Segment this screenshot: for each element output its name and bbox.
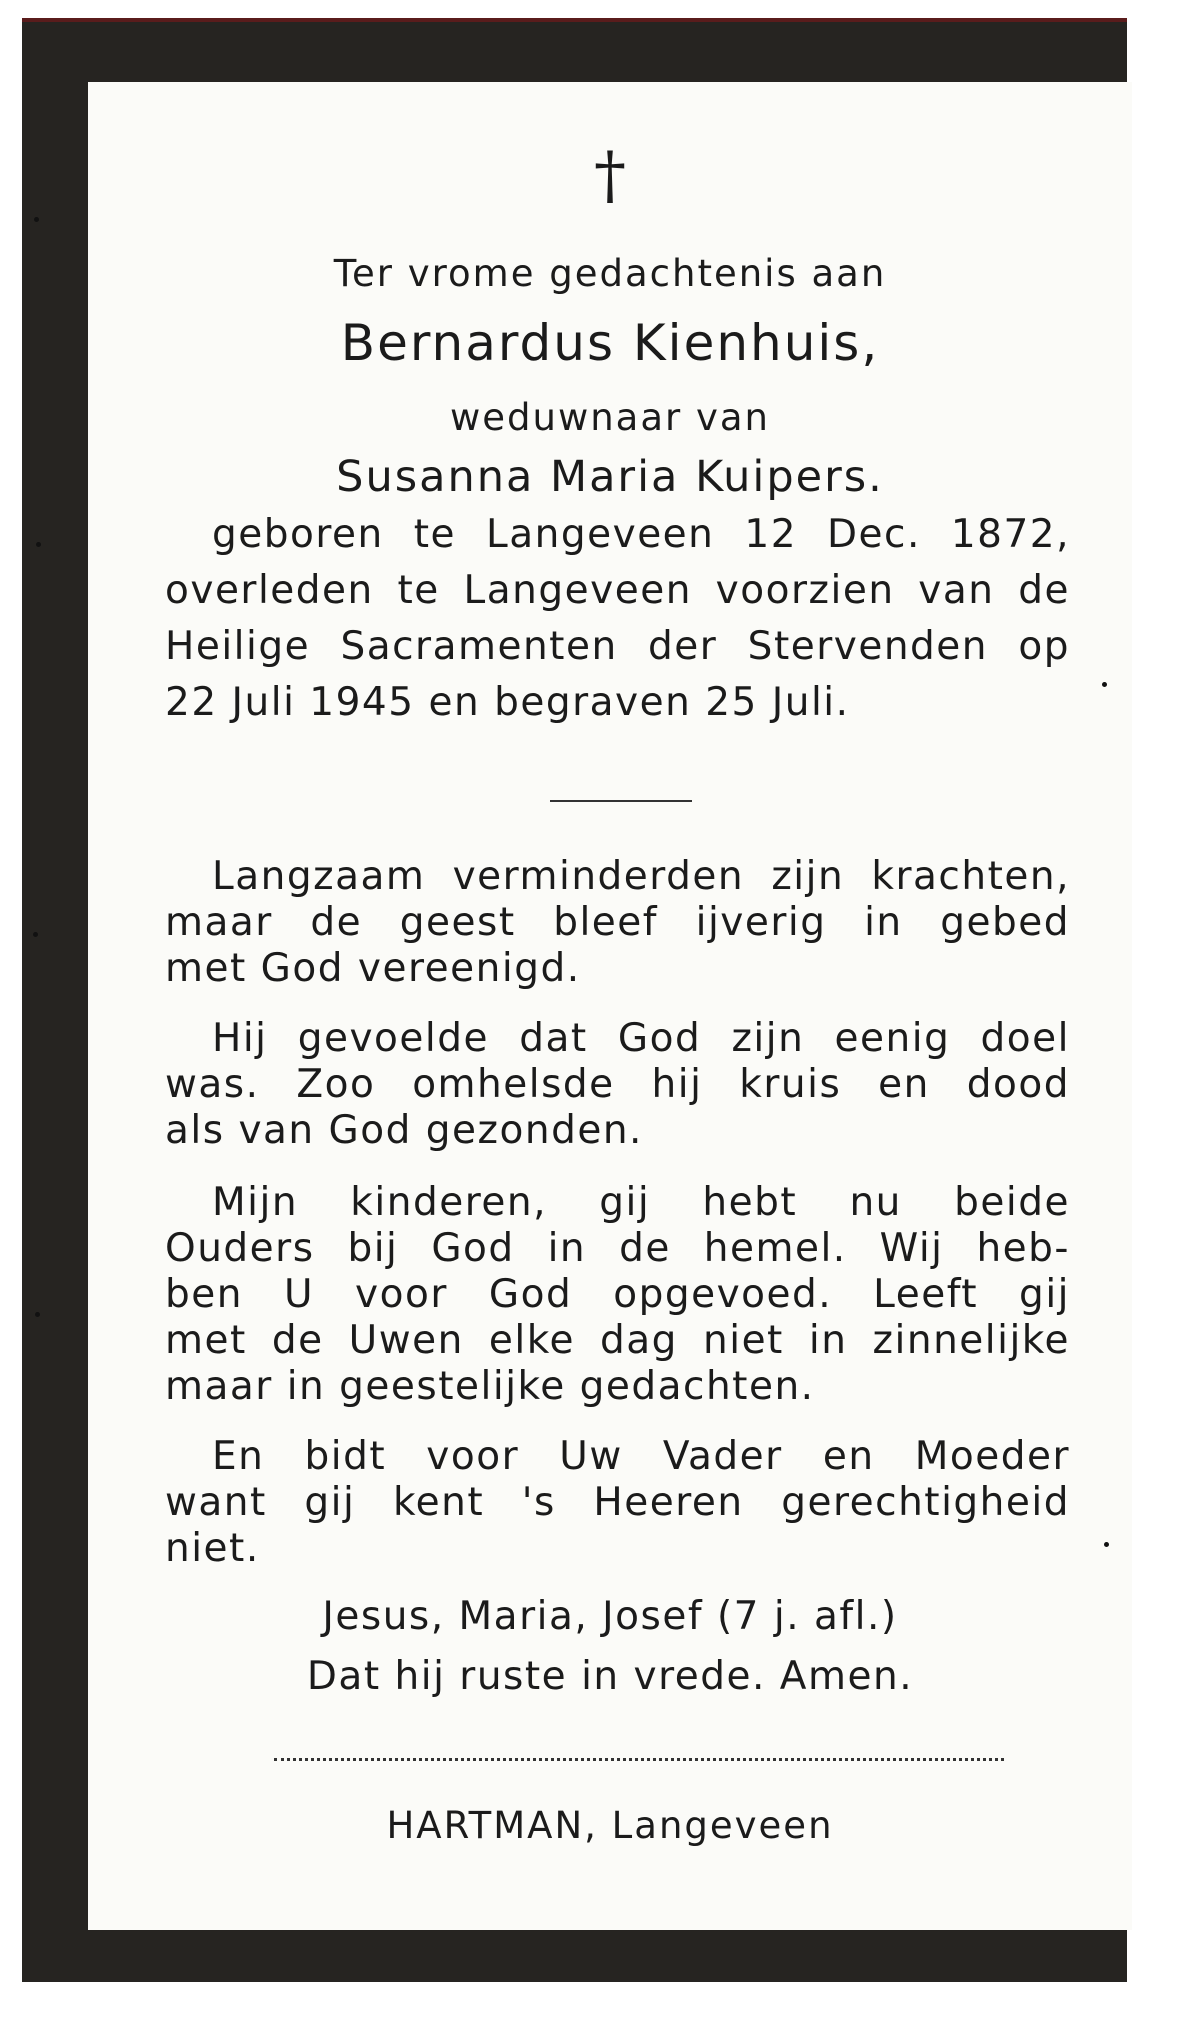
scan-speck [35, 1312, 40, 1317]
verse-line: En bidt voor Uw Vader en Moeder [212, 1434, 1070, 1479]
scan-speck [1104, 1542, 1109, 1547]
scan-speck [34, 217, 39, 222]
printer-credit: HARTMAN, Langeveen [386, 1804, 834, 1847]
section-divider [550, 800, 692, 802]
mourning-border [22, 18, 1127, 1982]
verse-line: met de Uwen elke dag niet in zinnelijke [165, 1318, 1070, 1363]
bio-line: overleden te Langeveen voorzien van de [165, 568, 1070, 613]
bio-line: Heilige Sacramenten der Stervenden op [165, 624, 1070, 669]
scan-speck [36, 542, 41, 547]
verse-line: Mijn kinderen, gij hebt nu beide [212, 1180, 1070, 1225]
bio-line: geboren te Langeveen 12 Dec. 1872, [212, 512, 1070, 557]
closing-line: Dat hij ruste in vrede. Amen. [306, 1654, 914, 1699]
verse-line: was. Zoo omhelsde hij kruis en dood [165, 1062, 1070, 1107]
spouse-name: Susanna Maria Kuipers. [336, 452, 884, 502]
verse-line: want gij kent 's Heeren gerechtigheid [165, 1480, 1070, 1525]
verse-line: als van God gezonden. [165, 1108, 643, 1153]
verse-line: Ouders bij God in de hemel. Wij heb- [165, 1226, 1070, 1271]
verse-line: niet. [165, 1526, 260, 1571]
prayer-line: Jesus, Maria, Josef (7 j. afl.) [322, 1594, 898, 1639]
bio-line: 22 Juli 1945 en begraven 25 Juli. [165, 680, 850, 725]
footer-divider [274, 1758, 1004, 1761]
card-header: Ter vrome gedachtenis aan [333, 252, 887, 295]
scan-speck [33, 932, 38, 937]
cross-icon: † [594, 139, 626, 213]
verse-line: ben U voor God opgevoed. Leeft gij [165, 1272, 1070, 1317]
memorial-card [88, 82, 1132, 1930]
verse-line: maar in geestelijke gedachten. [165, 1364, 815, 1409]
scan-speck [1102, 682, 1107, 687]
verse-line: maar de geest bleef ijverig in gebed [165, 900, 1070, 945]
verse-line: met God vereenigd. [165, 946, 581, 991]
verse-line: Langzaam verminderden zijn krachten, [212, 854, 1070, 899]
relation-text: weduwnaar van [449, 396, 770, 439]
verse-line: Hij gevoelde dat God zijn eenig doel [212, 1016, 1070, 1061]
deceased-name: Bernardus Kienhuis, [340, 314, 880, 372]
